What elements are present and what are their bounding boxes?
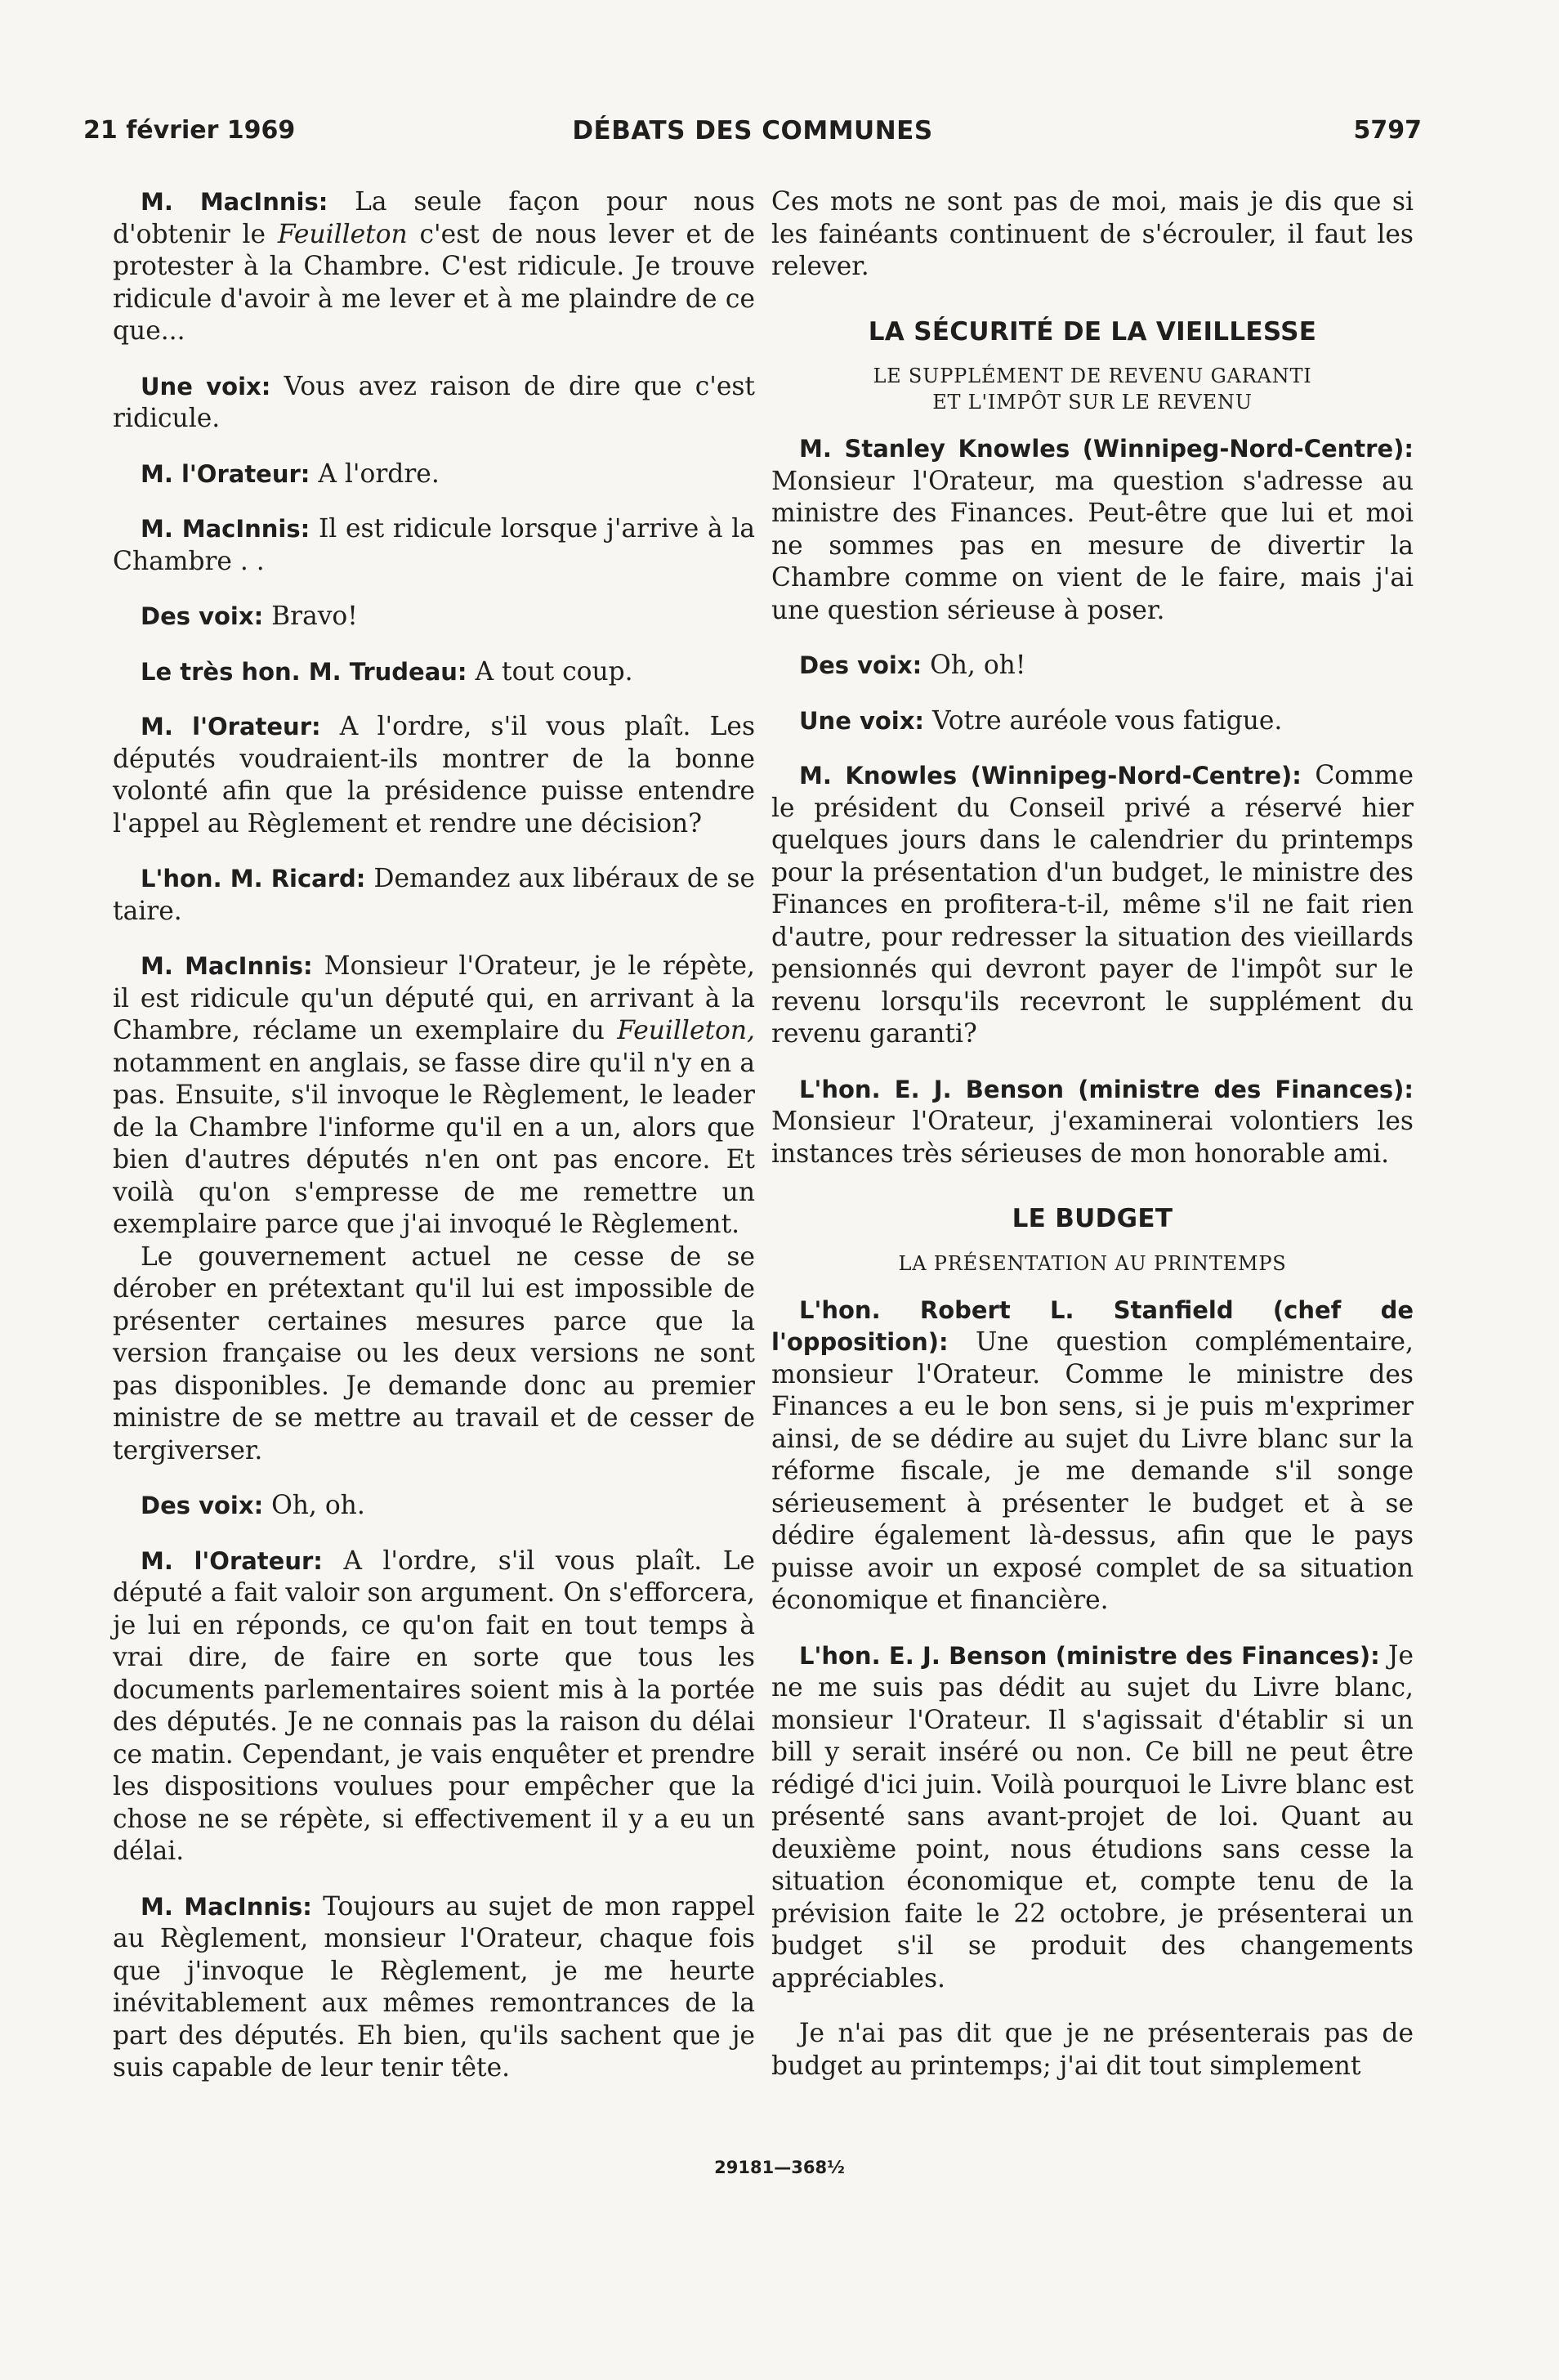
speaker-label: M. l'Orateur: bbox=[141, 1546, 323, 1575]
section-heading: LA SÉCURITÉ DE LA VIEILLESSE bbox=[868, 316, 1317, 347]
speaker-label: Des voix: bbox=[799, 651, 922, 679]
page-header bbox=[83, 116, 1422, 157]
speaker-label: Une voix: bbox=[141, 372, 271, 400]
paragraph: L'hon. M. Ricard: Demandez aux libéraux de se taire. bbox=[113, 864, 755, 926]
speaker-label: M. l'Orateur: bbox=[141, 713, 321, 740]
paragraph: Le gouvernement actuel ne cesse de se dérober en prétextant qu'il lui est impossible de présenter certaines mesures parce que la version française ou les deux versions ne sont pas disponibles. Je demande donc au premier ministre de se mettre au travail et de cesser de tergiverser. bbox=[113, 1241, 755, 1465]
paragraph: M. MacInnis: Monsieur l'Orateur, je le répète, il est ridicule qu'un député qui, en arrivant à la Chambre, réclame un exemplaire du Feuilleton, notamment en anglais, se fasse dire qu'il n'y en a pas. Ensuite, s'il invoque le Règlement, le leader de la Chambre l'informe qu'il en a un, alors que bien d'autres députés n'en ont pas encore. Et voilà qu'on s'empresse de me remettre un exemplaire parce que j'ai invoqué le Règlement. bbox=[113, 951, 755, 1239]
speaker-label: M. MacInnis: bbox=[141, 188, 328, 216]
paragraph: Le très hon. M. Trudeau: A tout coup. bbox=[141, 656, 633, 687]
paragraph: M. Stanley Knowles (Winnipeg-Nord-Centre): Monsieur l'Orateur, ma question s'adresse au ministre des Finances. Peut-être que lui et moi ne sommes pas en mesure de divertir la Chambre comme on vient de le faire, mais j'ai une question sérieuse à poser. bbox=[771, 435, 1414, 625]
speaker-label: L'hon. E. J. Benson (ministre des Finances): bbox=[799, 1641, 1380, 1670]
header-date: 21 février 1969 bbox=[83, 116, 296, 145]
paragraph: M. l'Orateur: A l'ordre. bbox=[141, 459, 440, 489]
paragraph: M. l'Orateur: A l'ordre, s'il vous plaît. Les députés voudraient-ils montrer de la bonne volonté afin que la présidence puisse entendre l'appel au Règlement et rendre une décision? bbox=[113, 712, 755, 839]
speaker-label: Une voix: bbox=[799, 706, 925, 735]
speaker-label: M. Stanley Knowles (Winnipeg-Nord-Centre): bbox=[799, 435, 1414, 463]
paragraph: M. MacInnis: Il est ridicule lorsque j'arrive à la Chambre . . bbox=[113, 514, 755, 576]
speaker-label: Des voix: bbox=[141, 602, 264, 630]
speaker-label: M. MacInnis: bbox=[141, 1892, 312, 1921]
speaker-label: M. MacInnis: bbox=[141, 952, 313, 980]
header-title: DÉBATS DES COMMUNES bbox=[572, 116, 933, 145]
paragraph: M. l'Orateur: A l'ordre, s'il vous plaît. Le député a fait valoir son argument. On s'efforcera, je lui en réponds, ce qu'on fait en tout temps à vrai dire, de faire en sorte que tous les documents parlementaires soient mis à la portée des députés. Je ne connais pas la raison du délai ce matin. Cependant, je vais enquêter et prendre les dispositions voulues pour empêcher que la chose ne se répète, si effectivement il y a eu un délai. bbox=[113, 1546, 756, 1866]
speaker-label: L'hon. E. J. Benson (ministre des Finances): bbox=[799, 1075, 1414, 1103]
left-column bbox=[113, 186, 755, 2108]
page-footer-code: 29181—368½ bbox=[714, 2158, 845, 2177]
speaker-label: L'hon. M. Ricard: bbox=[141, 865, 366, 892]
paragraph: Des voix: Bravo! bbox=[141, 602, 358, 631]
speaker-label: L'hon. Robert L. Stanfield (chef de l'opposition): bbox=[771, 1295, 1414, 1356]
speaker-label: Des voix: bbox=[141, 1492, 264, 1519]
paragraph: M. MacInnis: Toujours au sujet de mon rappel au Règlement, monsieur l'Orateur, chaque fois que j'invoque le Règlement, je me heurte inévitablement aux mêmes remontrances de la part des députés. Eh bien, qu'ils sachent que je suis capable de leur tenir tête. bbox=[113, 1891, 755, 2082]
paragraph: Ces mots ne sont pas de moi, mais je dis que si les fainéants continuent de s'écrouler, il faut les relever. bbox=[771, 187, 1414, 281]
paragraph: Je n'ai pas dit que je ne présenterais pas de budget au printemps; j'ai dit tout simplement bbox=[771, 2019, 1414, 2081]
speaker-label: M. Knowles (Winnipeg-Nord-Centre): bbox=[799, 762, 1302, 790]
section-heading: LE BUDGET bbox=[1012, 1204, 1173, 1233]
header-page-number: 5797 bbox=[1353, 116, 1422, 145]
paragraph: M. Knowles (Winnipeg-Nord-Centre): Comme le président du Conseil privé a réservé hier quelques jours dans le calendrier du printemps pour la présentation d'un budget, le ministre des Finances en profitera-t-il, même s'il ne fait rien d'autre, pour redresser la situation des vieillards pensionnés qui devront payer de l'impôt sur le revenu lorsqu'ils recevront le supplément du revenu garanti? bbox=[771, 761, 1414, 1049]
speaker-label: M. l'Orateur: bbox=[141, 459, 310, 488]
section-subheading: LE SUPPLÉMENT DE REVENU GARANTI ET L'IMPÔT SUR LE REVENU bbox=[873, 365, 1312, 414]
paragraph: M. MacInnis: La seule façon pour nous d'obtenir le Feuilleton c'est de nous lever et de protester à la Chambre. C'est ridicule. Je trouve ridicule d'avoir à me lever et à me plaindre de ce que... bbox=[113, 187, 755, 346]
speaker-label: Le très hon. M. Trudeau: bbox=[141, 657, 467, 686]
paragraph: L'hon. E. J. Benson (ministre des Finances): Je ne me suis pas dédit au sujet du Livre blanc, monsieur l'Orateur. Il s'agissait d'établir si un bill y serait inséré ou non. Ce bill ne peut être rédigé d'ici juin. Voilà pourquoi le Livre blanc est présenté sans avant-projet de loi. Quant au deuxième point, nous étudions sans cesse la situation économique et, compte tenu de la prévision faite le 22 octobre, je présenterai un budget s'il se produit des changements appréciables. bbox=[771, 1640, 1414, 1993]
right-column bbox=[771, 186, 1414, 2105]
paragraph: Des voix: Oh, oh. bbox=[141, 1491, 365, 1520]
paragraph: L'hon. Robert L. Stanfield (chef de l'opposition): Une question complémentaire, monsieur l'Orateur. Comme le ministre des Finances a eu le bon sens, si je puis m'exprimer ainsi, de se dédire au sujet du Livre blanc sur la réforme fiscale, je me demande s'il songe sérieusement à présenter le budget et à se dédire également là-dessus, afin que le pays puisse avoir un exposé complet de sa situation économique et financière. bbox=[771, 1295, 1414, 1615]
paragraph: Une voix: Votre auréole vous fatigue. bbox=[799, 705, 1283, 736]
section-subheading: LA PRÉSENTATION AU PRINTEMPS bbox=[898, 1251, 1287, 1275]
paragraph: L'hon. E. J. Benson (ministre des Finances): Monsieur l'Orateur, j'examinerai volontiers les instances très sérieuses de mon honorable ami. bbox=[771, 1075, 1414, 1169]
paragraph: Une voix: Vous avez raison de dire que c'est ridicule. bbox=[113, 371, 756, 433]
speaker-label: M. MacInnis: bbox=[141, 515, 310, 543]
paragraph: Des voix: Oh, oh! bbox=[799, 651, 1026, 680]
